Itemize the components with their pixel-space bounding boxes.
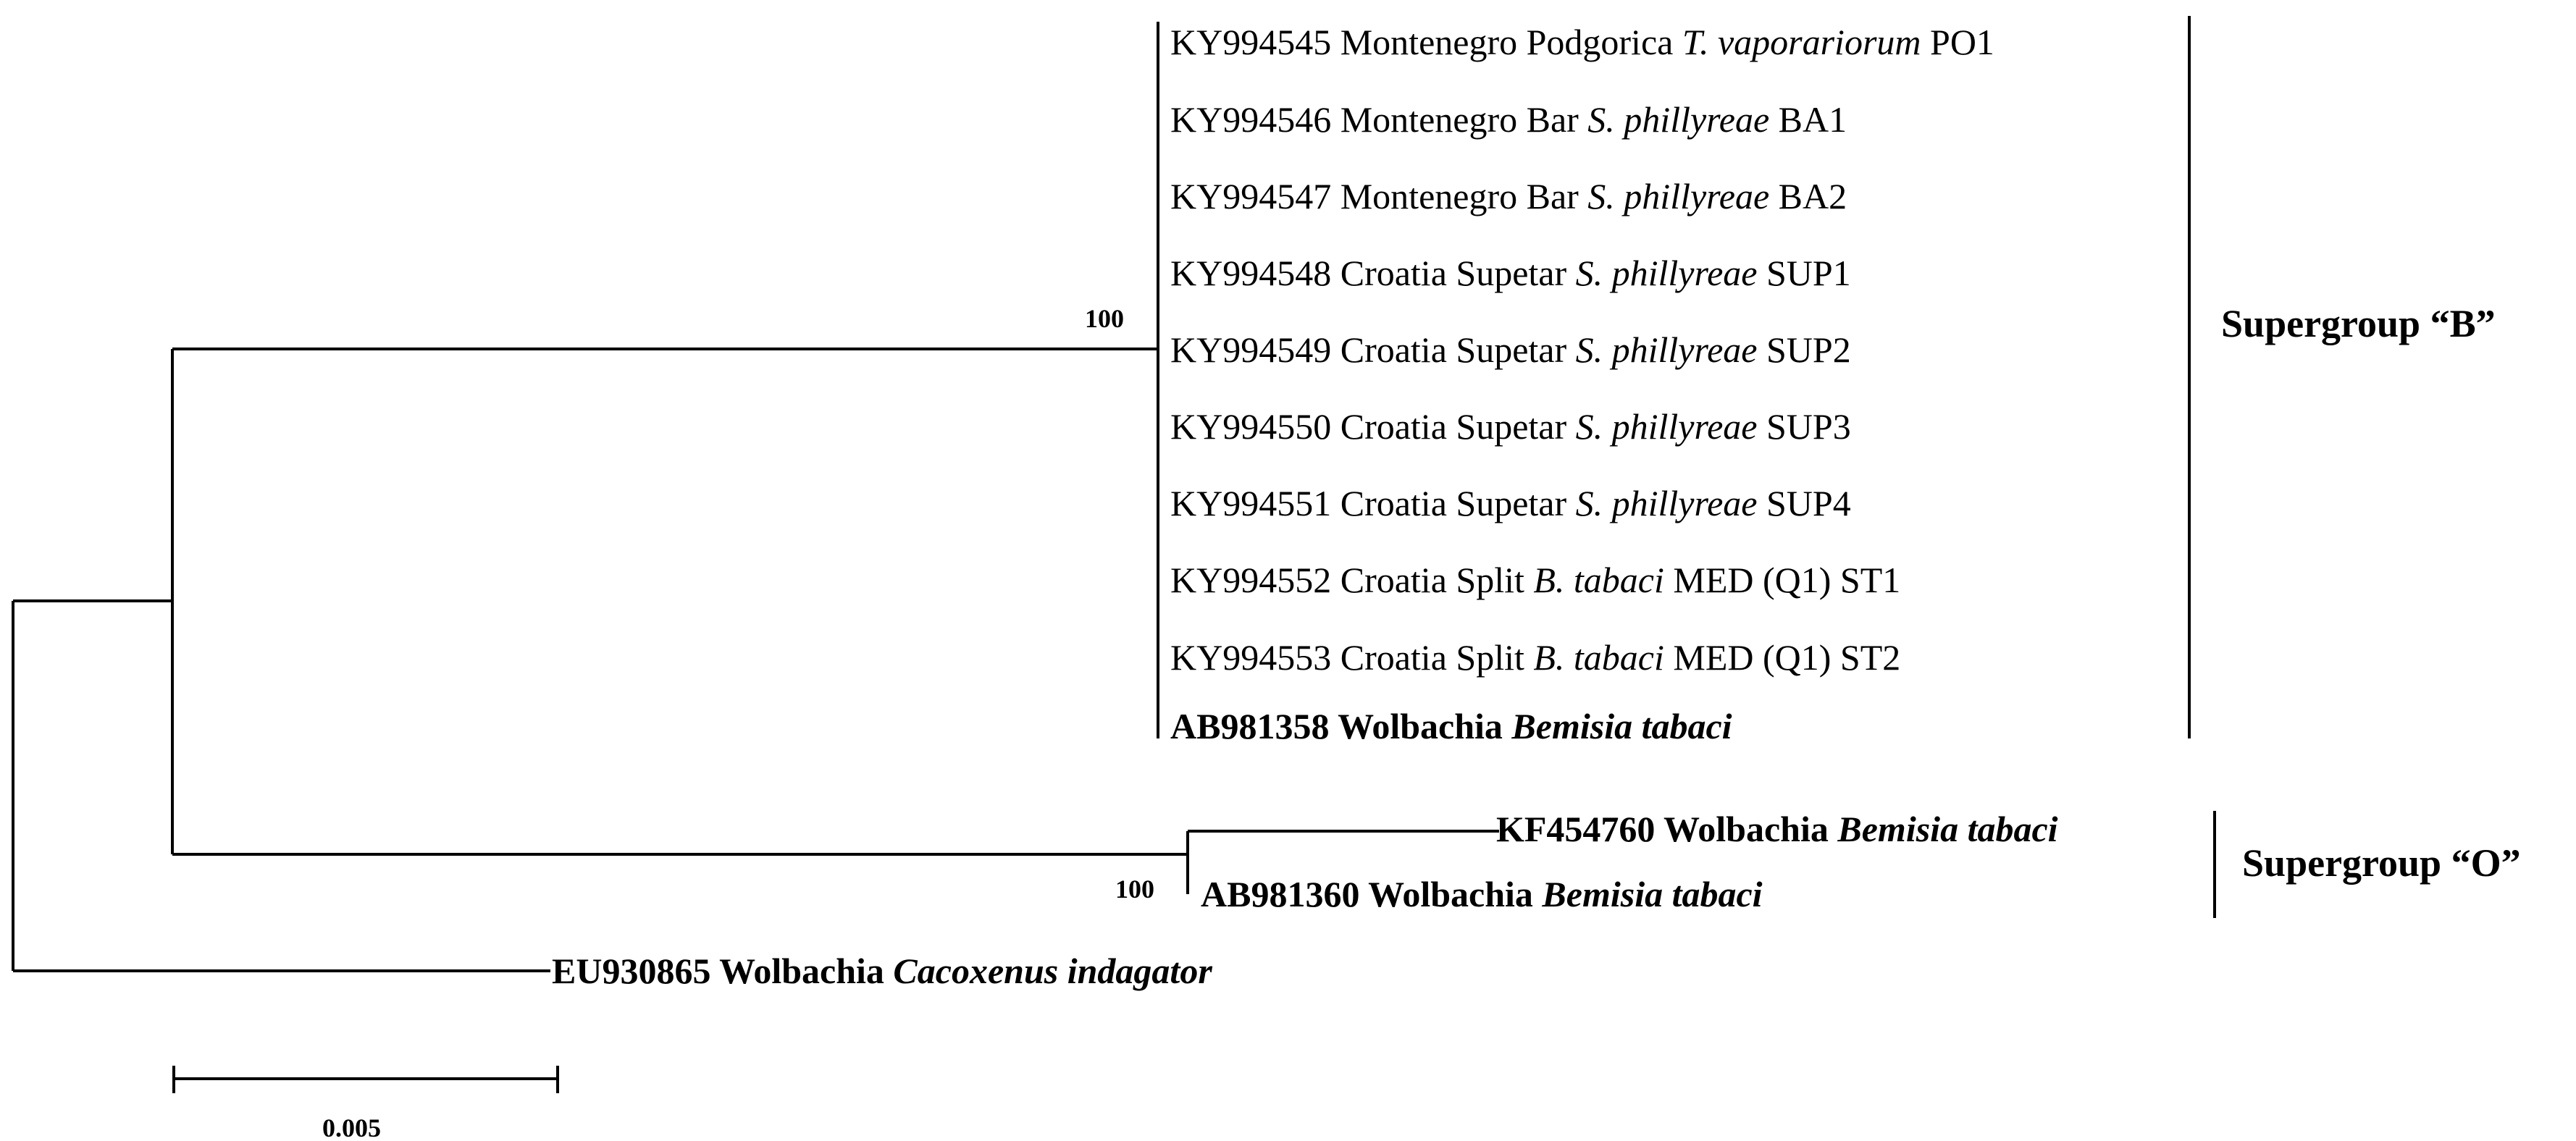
taxon-label: KY994545 Montenegro Podgorica T. vaporariorum PO1 xyxy=(1170,22,1994,62)
taxon-label-outgroup: EU930865 Wolbachia Cacoxenus indagator xyxy=(552,951,1212,991)
taxa-labels xyxy=(552,22,2058,991)
taxon-label: KY994552 Croatia Split B. tabaci MED (Q1) ST1 xyxy=(1170,560,1901,600)
taxon-label: KY994553 Croatia Split B. tabaci MED (Q1) ST2 xyxy=(1170,637,1901,678)
taxon-label: KY994548 Croatia Supetar S. phillyreae SUP1 xyxy=(1170,253,1851,293)
taxon-label-reference: AB981360 Wolbachia Bemisia tabaci xyxy=(1201,874,1763,914)
bootstrap-value: 100 xyxy=(1085,304,1124,333)
taxon-label: KY994549 Croatia Supetar S. phillyreae SUP2 xyxy=(1170,329,1851,370)
taxon-label-reference: AB981358 Wolbachia Bemisia tabaci xyxy=(1170,706,1732,746)
bootstrap-value: 100 xyxy=(1115,875,1154,904)
taxon-label-reference: KF454760 Wolbachia Bemisia tabaci xyxy=(1496,809,2058,849)
taxon-label: KY994546 Montenegro Bar S. phillyreae BA1 xyxy=(1170,99,1847,140)
taxon-label: KY994550 Croatia Supetar S. phillyreae SUP3 xyxy=(1170,406,1851,447)
scale-bar-label: 0.005 xyxy=(322,1113,381,1141)
taxon-label: KY994551 Croatia Supetar S. phillyreae SUP4 xyxy=(1170,483,1851,523)
scale-bar xyxy=(174,1066,558,1141)
supergroup-o-label: Supergroup “O” xyxy=(2242,841,2521,885)
supergroup-b-label: Supergroup “B” xyxy=(2221,302,2496,345)
taxon-label: KY994547 Montenegro Bar S. phillyreae BA2 xyxy=(1170,176,1847,216)
